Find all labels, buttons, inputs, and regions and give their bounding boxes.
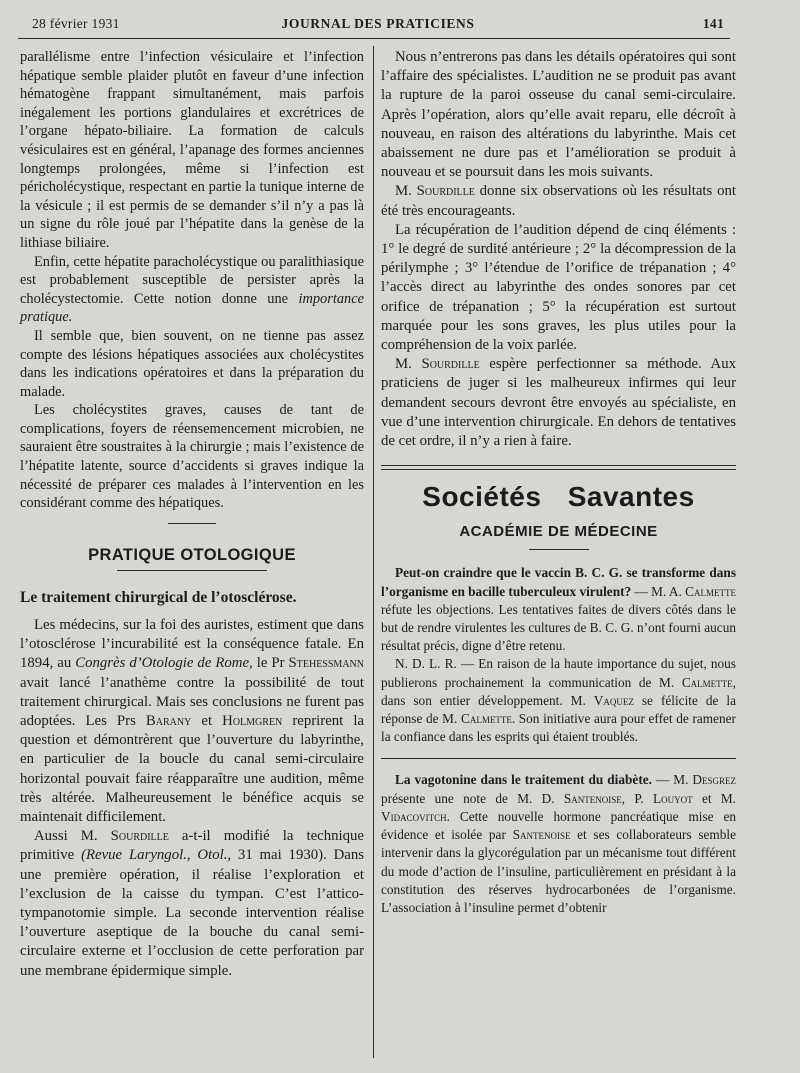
left-column bbox=[20, 48, 364, 981]
text-run: M. bbox=[395, 356, 422, 373]
text-run: Santenoise bbox=[512, 827, 571, 843]
header-rule bbox=[18, 38, 730, 39]
text-run: Desgrez bbox=[692, 772, 736, 788]
text-run: Les médecins, sur la foi des auristes, estiment que dans l’otosclérose l’incurabilité est la conséquence fatale. En 1894, au bbox=[20, 617, 364, 672]
society-report bbox=[381, 564, 736, 917]
text-run: , dans son entier développement. M. bbox=[381, 674, 736, 708]
paragraph: Nous n’entrerons pas dans les détails opératoires qui sont l’affaire des spécialistes. L’audition ne se produit pas avant la rupture de la paroi osseuse du canal semi-circulaire. Après l’opération, alors qu’elle avait reparu, elle décroît à nouveau, en raison des altérations du labyrinthe. Mais cet abaissement ne dure pas et l’amélioration se produit à nouveau et se poursuit dans les mois suivants. bbox=[381, 49, 736, 181]
right-column bbox=[381, 48, 736, 917]
paragraph bbox=[381, 564, 736, 655]
page-header bbox=[32, 16, 724, 36]
text-run: — M. bbox=[651, 772, 693, 788]
academie-rule bbox=[529, 549, 589, 550]
text-run: et M. bbox=[692, 790, 736, 806]
text-run: et bbox=[191, 713, 223, 730]
text-run: Calmette bbox=[681, 674, 733, 690]
text-run: Louyot bbox=[653, 790, 693, 806]
article-continuation bbox=[381, 48, 736, 451]
text-run: a-t-il modifié la technique primitive bbox=[20, 828, 364, 864]
article-body bbox=[20, 616, 364, 981]
journal-title: JOURNAL DES PRATICIENS bbox=[281, 16, 475, 31]
text-run: . Cette nouvelle hormone pancréatique mise en évidence et isolée par bbox=[381, 808, 736, 843]
text-run: Calmette bbox=[460, 711, 512, 727]
societes-savantes-heading: Sociétés Savantes bbox=[422, 481, 695, 513]
section-double-rule bbox=[381, 465, 736, 470]
paragraph: Les cholécystites graves, causes de tant de complications, foyers de réensemencement microbien, ne sauraient être soustraites à la chirurgie ; mais l’existence de l’hépatite latente, source d’accidents si graves indique la nécessité de préparer ces malades à l’intervention en les considérant comme des hépatiques. bbox=[20, 402, 364, 512]
text-run: N. D. L. R. — En raison de la haute importance du sujet, nous publierons prochainement la communication de M. bbox=[381, 656, 736, 690]
text-run: Vaquez bbox=[593, 692, 634, 708]
text-run: le Pr bbox=[252, 655, 289, 672]
paragraph bbox=[20, 253, 364, 327]
text-run: et ses collaborateurs semble intervenir dans la glycorégulation par un mécanisme tout différent du mode d’action de l’insuline, particulièrement en présidant à la constitution des réserves hydrocarbonées de l’organisme. L’association à l’insuline permet d’obtenir bbox=[381, 827, 736, 915]
text-run: Congrès d’Otologie de Rome, bbox=[75, 655, 253, 672]
text-run: , P. bbox=[621, 790, 653, 806]
paragraph: parallélisme entre l’infection vésiculaire et l’infection hépatique semble plaider plutôt en faveur d’une infection hématogène frappant simultanément, mais parfois inégalement les portions glandulaires et excrétrices de l’organe hépato-biliaire. La formation de calculs vésiculaires est en général, l’apanage des formes anciennes longtemps prolongées, même si l’infection est péricholécystique, respectant en partie la tunique interne de la vésicule ; il est permis de se demander s’il n’y a pas là un signe du rôle joué par l’hépatite dans la genèse de la lithiase biliaire. bbox=[20, 49, 364, 251]
text-run: Vidacovitch bbox=[381, 808, 447, 824]
paragraph: La récupération de l’audition dépend de cinq éléments : 1° le degré de surdité antérieure ; 2° la décompression de la périlymphe ; 3° l’étendue de l’orifice de trépanation ; 4° l’accès direct au labyrinthe des ondes sonores par cet orifice de trépanation ; 5° la récupération est surtout marquée pour les sons graves, les plus utiles pour la compréhension de la voix parlée. bbox=[381, 221, 736, 354]
paragraph bbox=[381, 655, 736, 746]
text-run: Peut-on craindre que le vaccin B. C. G. se transforme dans l’organisme en bacille tuberculeux virulent? bbox=[381, 565, 736, 599]
text-run: (Revue Laryngol., Otol., bbox=[81, 847, 232, 864]
text-run: Stehessmann bbox=[288, 655, 364, 672]
text-run: La vagotonine dans le traitement du diabète. bbox=[395, 772, 652, 788]
paragraph bbox=[20, 827, 364, 981]
text-run: importance pratique. bbox=[20, 290, 364, 326]
text-run: 31 mai 1930). Dans une première opération, il réalise l’exploration et l’exclusion de la caisse du tympan. C’est l’attico-tympanotomie simple. La seconde intervention réalise l’ouverture aseptique de la bouche du canal semi-circulaire externe et l’occlusion de cette perforation par une membrane épidermique simple. bbox=[20, 847, 364, 979]
text-run: réfute les objections. Les tentatives faites de divers côtés dans le but de rendre virulentes les cultures de B. C. G. n’ont fourni aucun résultat précis, digne d’être retenu. bbox=[381, 601, 736, 654]
text-run: Holmgren bbox=[222, 713, 283, 730]
text-run: Santenoise bbox=[563, 790, 622, 806]
text-run: avait lancé l’anathème contre la possibilité de tout traitement chirurgical. Mais ses conclusions ne furent pas adoptées. Les Prs bbox=[20, 674, 364, 730]
text-run: M. bbox=[395, 183, 417, 200]
text-run: Enfin, cette hépatite paracholécystique ou paralithiasique est probablement susceptible de persister après la cholécystectomie. Cette notion donne une bbox=[20, 253, 364, 307]
page-number: 141 bbox=[702, 16, 724, 31]
text-run: donne six observations où les résultats ont été très encourageants. bbox=[381, 183, 736, 219]
text-run: — M. A. bbox=[631, 583, 686, 599]
text-run: . Son initiative aura pour effet de ramener la confiance dans les esprits qui étaient troublés. bbox=[381, 711, 736, 745]
text-run: Calmette bbox=[685, 583, 736, 599]
short-rule bbox=[168, 523, 216, 524]
section-title: PRATIQUE OTOLOGIQUE bbox=[88, 545, 296, 564]
paragraph bbox=[381, 182, 736, 220]
paragraph bbox=[20, 616, 364, 827]
text-run: espère perfectionner sa méthode. Aux praticiens de juger si les malheureux infirmes qui leur demandent secours devront être envoyés au spécialiste, en vue d’une intervention chirurgicale. En dehors de tentatives de cet ordre, il n’y a rien à faire. bbox=[381, 356, 737, 450]
text-run: se félicite de la réponse de M. bbox=[381, 692, 736, 727]
text-run: Barany bbox=[145, 713, 192, 730]
issue-date: 28 février 1931 bbox=[32, 16, 120, 31]
column-divider bbox=[373, 46, 374, 1058]
section-rule bbox=[117, 570, 267, 571]
paragraph: Il semble que, bien souvent, on ne tienne pas assez compte des lésions hépatiques associées aux cholécystites dans les indications opératoires et dans la préparation du malade. bbox=[20, 327, 364, 400]
text-run: Sourdille bbox=[416, 183, 475, 200]
text-run: Sourdille bbox=[110, 828, 169, 845]
separator-rule bbox=[381, 758, 736, 759]
text-run: présente une note de M. D. bbox=[381, 790, 564, 806]
academie-heading: ACADÉMIE DE MÉDECINE bbox=[459, 522, 658, 540]
text-run: reprirent la question et démontrèrent que l’ouverture du labyrinthe, en particulier de la boucle du canal semi-circulaire horizontal pouvait faire réapparaître une audition, même très altérée. Malheureusement le bénéfice acquis se maintenait difficilement. bbox=[20, 713, 365, 826]
paragraph bbox=[381, 355, 736, 451]
text-run: Aussi M. bbox=[34, 828, 111, 845]
paragraph bbox=[381, 771, 736, 917]
article-title: Le traitement chirurgical de l’otosclérose. bbox=[20, 589, 297, 607]
text-run: Sourdille bbox=[421, 356, 480, 373]
